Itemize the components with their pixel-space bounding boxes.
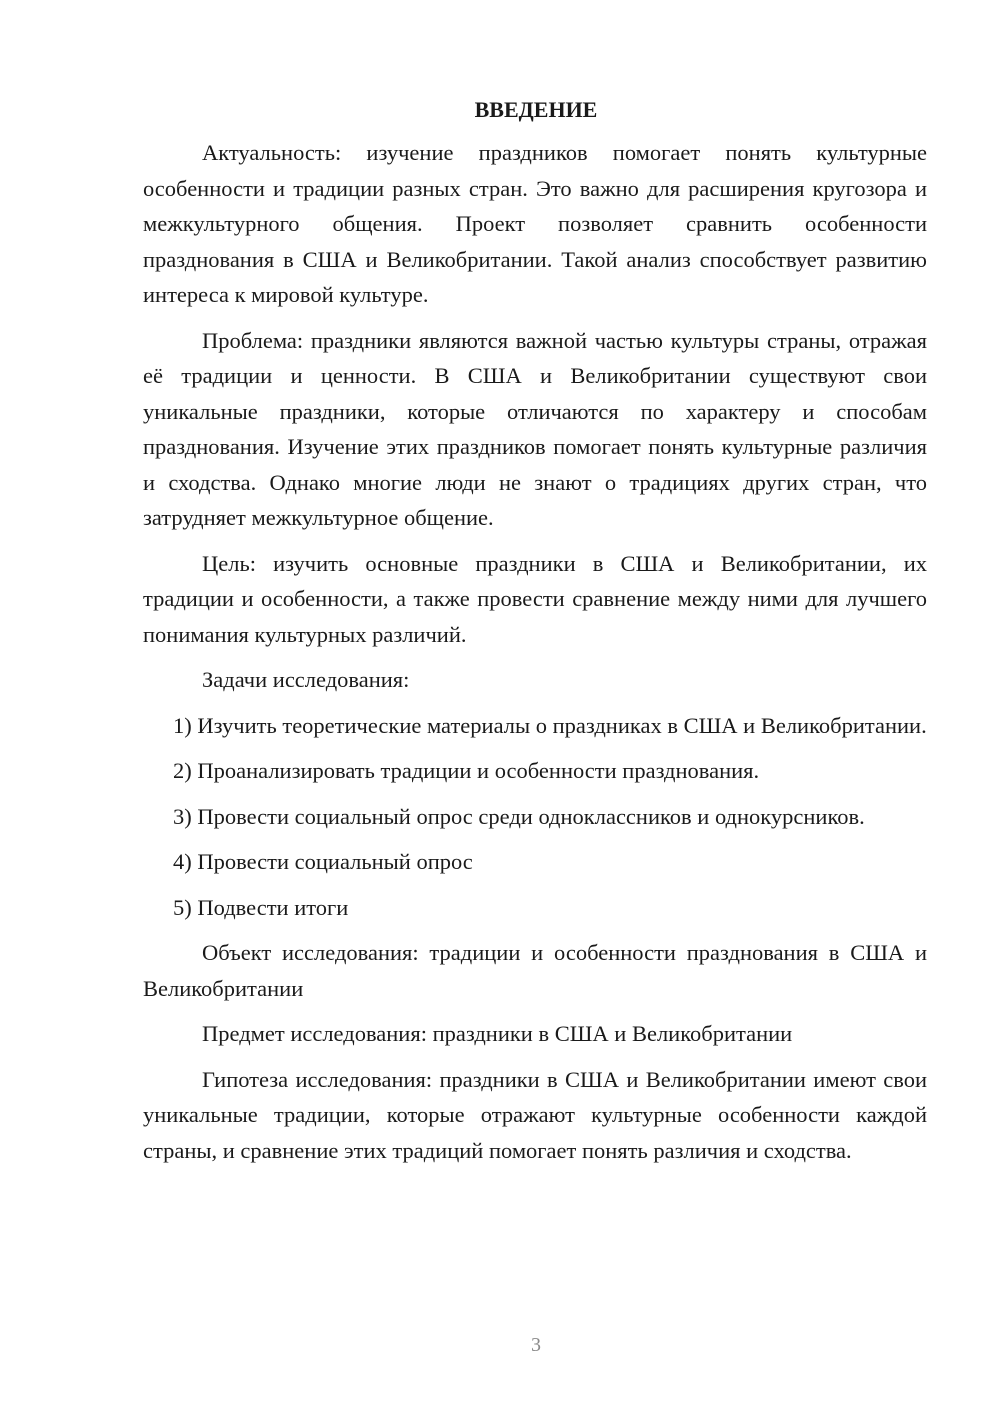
task-item-3: 3) Провести социальный опрос среди одноклассников и однокурсников. <box>173 803 865 829</box>
task-item-1: 1) Изучить теоретические материалы о праздниках в США и Великобритании. <box>173 712 927 738</box>
task-item-5: 5) Подвести итоги <box>173 894 349 920</box>
goal-paragraph: Цель: изучить основные праздники в США и Великобритании, их традиции и особенности, а также провести сравнение между ними для лучшего понимания культурных различий. <box>143 550 927 647</box>
problem-paragraph: Проблема: праздники являются важной частью культуры страны, отражая её традиции и ценности. В США и Великобритании существуют свои уникальные праздники, которые отличаются по характеру и способам празднования. Изучение этих праздников помогает понять культурные различия и сходства. Однако многие люди не знают о традициях других стран, что затрудняет межкультурное общение. <box>143 327 927 530</box>
subject-paragraph: Предмет исследования: праздники в США и Великобритании <box>202 1021 793 1046</box>
task-item-4: 4) Провести социальный опрос <box>173 849 473 874</box>
hypothesis-paragraph: Гипотеза исследования: праздники в США и Великобритании имеют свои уникальные традиции, которые отражают культурные особенности каждой страны, и сравнение этих традиций помогает понять различия и сходства. <box>143 1066 927 1163</box>
page-number: 3 <box>531 1334 541 1356</box>
section-title: ВВЕДЕНИЕ <box>474 97 598 122</box>
task-item-2: 2) Проанализировать традиции и особенности празднования. <box>173 758 760 783</box>
object-paragraph: Объект исследования: традиции и особенности празднования в США и Великобритании <box>143 940 927 1001</box>
page-content <box>143 92 927 1178</box>
tasks-heading: Задачи исследования: <box>202 667 410 692</box>
relevance-paragraph: Актуальность: изучение праздников помогает понять культурные особенности и традиции разных стран. Это важно для расширения кругозора и межкультурного общения. Проект позволяет сравнить особенности празднования в США и Великобритании. Такой анализ способствует развитию интереса к мировой культуре. <box>143 140 927 307</box>
